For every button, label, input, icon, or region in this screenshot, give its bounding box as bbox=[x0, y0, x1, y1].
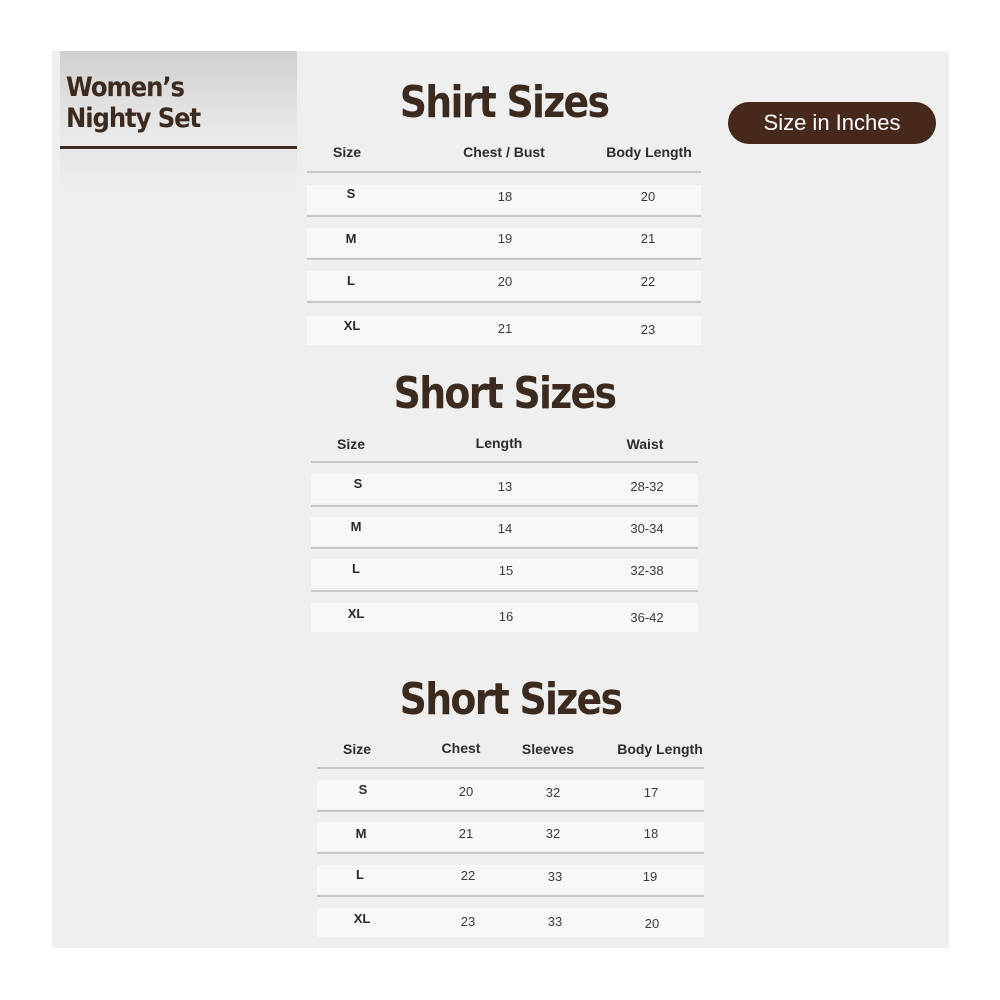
short-header-length: Length bbox=[475, 435, 523, 451]
shirt-size-xl: XL bbox=[343, 318, 361, 333]
shirt-sizes-title: Shirt Sizes bbox=[399, 77, 609, 128]
shirt-size-l: L bbox=[347, 273, 355, 288]
short-length-xl: 16 bbox=[498, 609, 514, 624]
short-length-l: 15 bbox=[498, 563, 514, 578]
top-size-m: M bbox=[355, 826, 367, 841]
shirt-length-l: 22 bbox=[640, 274, 656, 289]
shirt-size-m: M bbox=[345, 231, 357, 246]
row-divider bbox=[317, 895, 704, 897]
top-sleeves-l: 33 bbox=[547, 869, 563, 884]
short-waist-m: 30-34 bbox=[630, 521, 664, 536]
top-size-xl: XL bbox=[353, 911, 371, 926]
top-size-s: S bbox=[358, 782, 368, 797]
short-length-m: 14 bbox=[497, 521, 513, 536]
top-chest-m: 21 bbox=[458, 826, 474, 841]
short-waist-xl: 36-42 bbox=[630, 610, 664, 625]
top-chest-l: 22 bbox=[460, 868, 476, 883]
top-header-sleeves: Sleeves bbox=[521, 741, 575, 757]
row-divider bbox=[317, 810, 704, 812]
short-waist-s: 28-32 bbox=[630, 479, 664, 494]
short-size-m: M bbox=[350, 519, 362, 534]
shirt-length-m: 21 bbox=[640, 231, 656, 246]
shirt-chest-m: 19 bbox=[497, 231, 513, 246]
top-length-s: 17 bbox=[643, 785, 659, 800]
row-divider bbox=[307, 258, 701, 260]
brand-divider bbox=[60, 146, 297, 149]
shirt-chest-l: 20 bbox=[497, 274, 513, 289]
shirt-chest-s: 18 bbox=[497, 189, 513, 204]
top-length-xl: 20 bbox=[644, 916, 660, 931]
brand-fade bbox=[60, 150, 297, 190]
shirt-length-xl: 23 bbox=[640, 322, 656, 337]
row-divider bbox=[307, 301, 701, 303]
short-waist-l: 32-38 bbox=[630, 563, 664, 578]
top-chest-xl: 23 bbox=[460, 914, 476, 929]
shirt-length-s: 20 bbox=[640, 189, 656, 204]
short-sizes-title-2: Short Sizes bbox=[399, 674, 622, 725]
shirt-chest-xl: 21 bbox=[497, 321, 513, 336]
shirt-size-s: S bbox=[346, 186, 356, 201]
short-header-rule bbox=[311, 461, 698, 463]
short-size-xl: XL bbox=[347, 606, 365, 621]
shirt-header-body-length: Body Length bbox=[606, 144, 692, 160]
top-length-m: 18 bbox=[643, 826, 659, 841]
short-size-s: S bbox=[353, 476, 363, 491]
row-divider bbox=[311, 547, 698, 549]
top-header-body-length: Body Length bbox=[617, 741, 703, 757]
brand-title: Women’s Nighty Set bbox=[66, 72, 201, 134]
shirt-header-size: Size bbox=[332, 144, 361, 160]
top-header-rule bbox=[317, 767, 704, 769]
top-sleeves-m: 32 bbox=[545, 826, 561, 841]
shirt-header-chest: Chest / Bust bbox=[463, 144, 545, 160]
top-chest-s: 20 bbox=[458, 784, 474, 799]
top-sleeves-xl: 33 bbox=[547, 914, 563, 929]
short-sizes-title: Short Sizes bbox=[393, 368, 616, 419]
row-divider bbox=[311, 505, 698, 507]
shirt-header-rule bbox=[307, 171, 701, 173]
top-sleeves-s: 32 bbox=[545, 785, 561, 800]
row-divider bbox=[311, 590, 698, 592]
short-header-size: Size bbox=[336, 436, 365, 452]
top-header-size: Size bbox=[342, 741, 371, 757]
top-header-chest: Chest bbox=[441, 740, 481, 756]
row-divider bbox=[317, 852, 704, 854]
short-length-s: 13 bbox=[497, 479, 513, 494]
row-divider bbox=[307, 215, 701, 217]
short-size-l: L bbox=[352, 561, 360, 576]
top-size-l: L bbox=[356, 867, 364, 882]
unit-badge: Size in Inches bbox=[728, 102, 936, 144]
short-header-waist: Waist bbox=[626, 436, 664, 452]
top-length-l: 19 bbox=[642, 869, 658, 884]
